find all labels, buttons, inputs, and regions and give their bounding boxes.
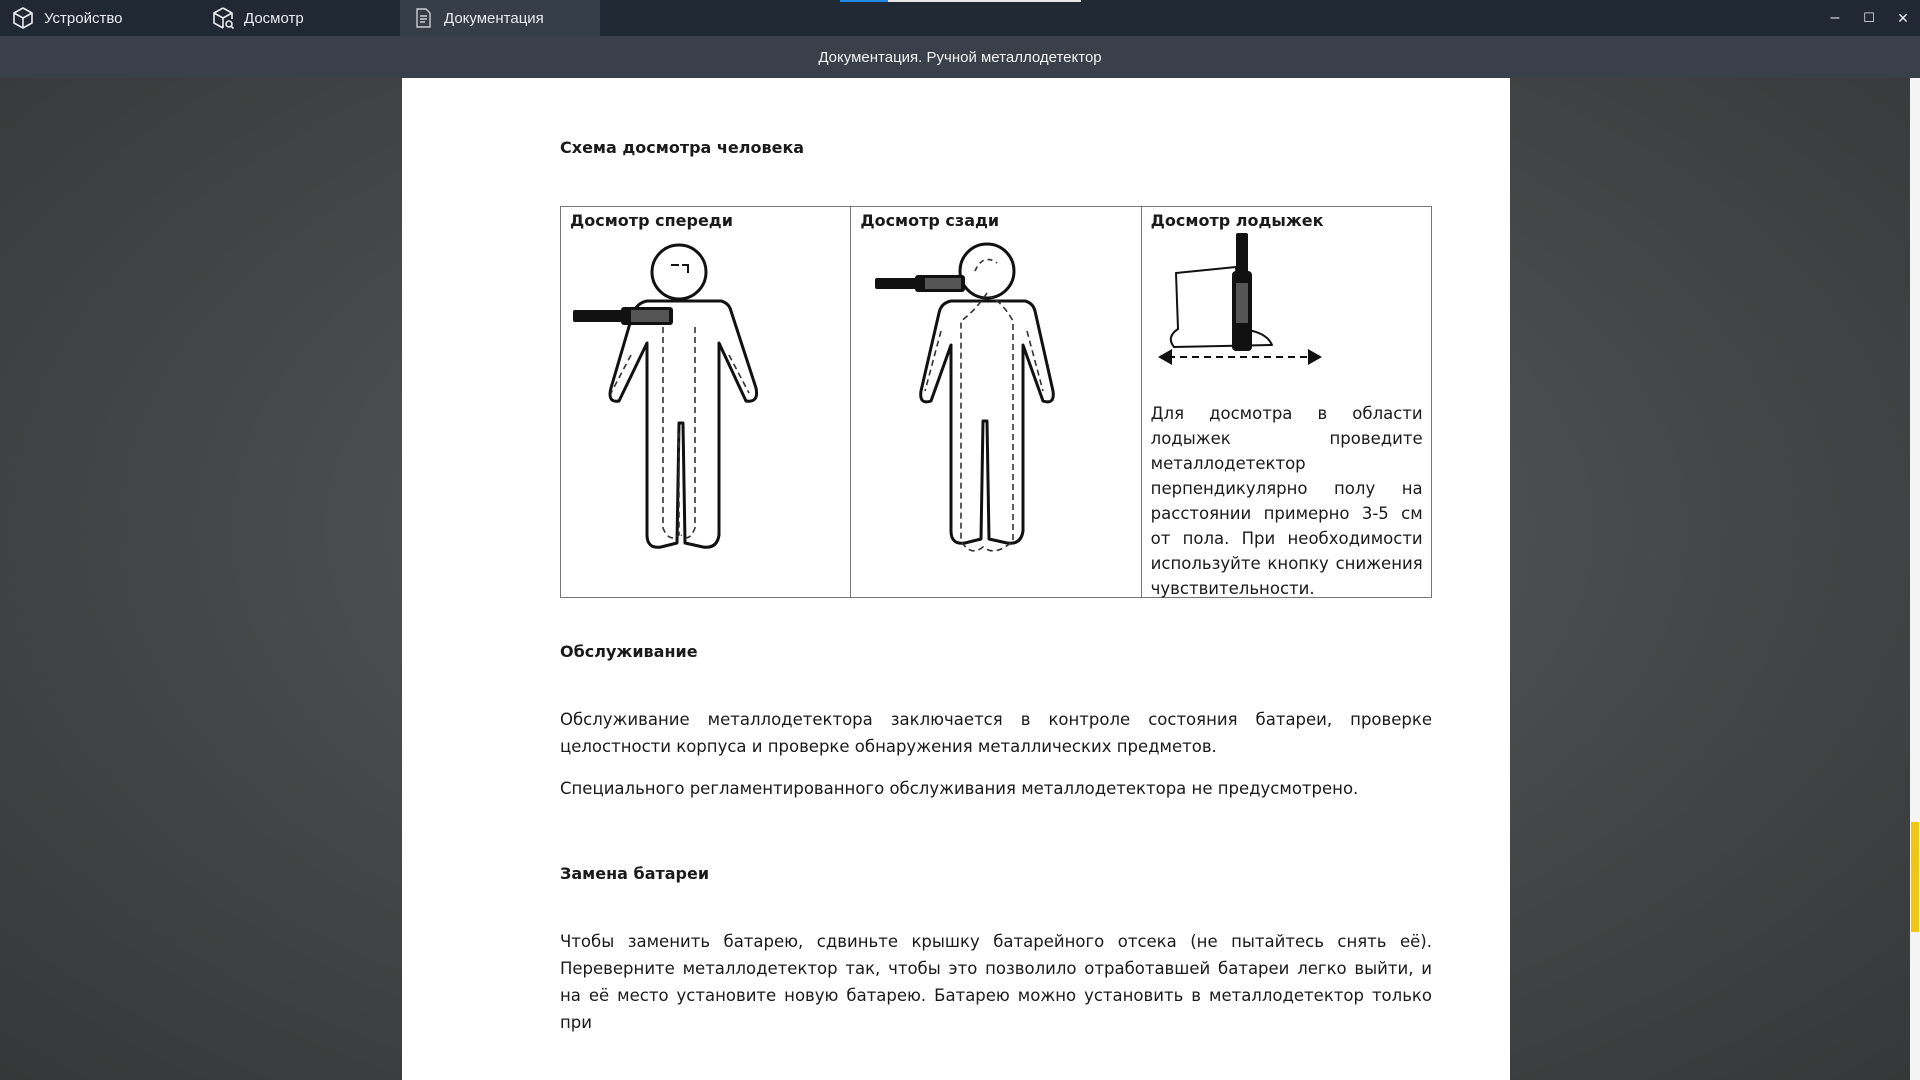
tab-inspection-label: Досмотр (244, 9, 304, 27)
battery-heading: Замена батареи (560, 864, 710, 883)
front-inspection-illustration (571, 243, 791, 553)
tab-documentation[interactable] (400, 0, 600, 36)
ankle-title: Досмотр лодыжек (1150, 211, 1324, 230)
cube-icon (10, 5, 36, 31)
maximize-button[interactable]: ☐ (1863, 10, 1875, 25)
close-button[interactable]: ✕ (1897, 9, 1909, 26)
table-cell-ankles (1142, 207, 1431, 597)
back-title: Досмотр сзади (860, 211, 1000, 230)
document-page (402, 78, 1510, 1080)
window-title-bar (0, 36, 1920, 78)
inspection-scheme-table (560, 206, 1432, 598)
vertical-scrollbar[interactable] (1910, 78, 1920, 1080)
ankle-inspection-illustration (1154, 233, 1324, 373)
tab-device-label: Устройство (44, 9, 123, 27)
table-cell-front (561, 207, 851, 597)
tab-documentation-label: Документация (444, 9, 544, 27)
window-controls (1818, 0, 1920, 36)
table-cell-back (851, 207, 1141, 597)
cube-search-icon (210, 5, 236, 31)
document-viewer[interactable] (0, 78, 1920, 1080)
document-icon (410, 5, 436, 31)
maintenance-heading: Обслуживание (560, 642, 698, 661)
scheme-heading: Схема досмотра человека (560, 138, 805, 157)
tab-device[interactable] (0, 0, 200, 36)
front-title: Досмотр спереди (570, 211, 733, 230)
maintenance-paragraph-2: Специального регламентированного обслуживания металлодетектора не предусмотрено. (560, 779, 1359, 798)
ankle-instructions: Для досмотра в области лодыжек проведите металлодетектор перпендикулярно полу на расстоянии примерно 3-5 см от пола. При необходимости используйте кнопку снижения чувствительности. (1150, 404, 1423, 598)
tab-inspection[interactable] (200, 0, 400, 36)
tab-bar (0, 0, 1920, 36)
window-title: Документация. Ручной металлодетектор (818, 48, 1102, 66)
minimize-button[interactable]: – (1830, 9, 1840, 26)
tab-indicator-blue (840, 0, 888, 2)
tab-indicator-white (888, 0, 1081, 2)
battery-paragraph: Чтобы заменить батарею, сдвиньте крышку батарейного отсека (не пытайтесь снять её). Переверните металлодетектор так, чтобы это позволило отработавшей батареи легко выйти, и на её место установите новую батарею. Батарею можно установить в металлодетектор только при (560, 932, 1432, 1032)
maintenance-paragraph-1: Обслуживание металлодетектора заключается в контроле состояния батареи, проверке целостности корпуса и проверке обнаружения металлических предметов. (560, 710, 1432, 756)
back-inspection-illustration (875, 241, 1075, 561)
scrollbar-thumb[interactable] (1911, 822, 1919, 932)
